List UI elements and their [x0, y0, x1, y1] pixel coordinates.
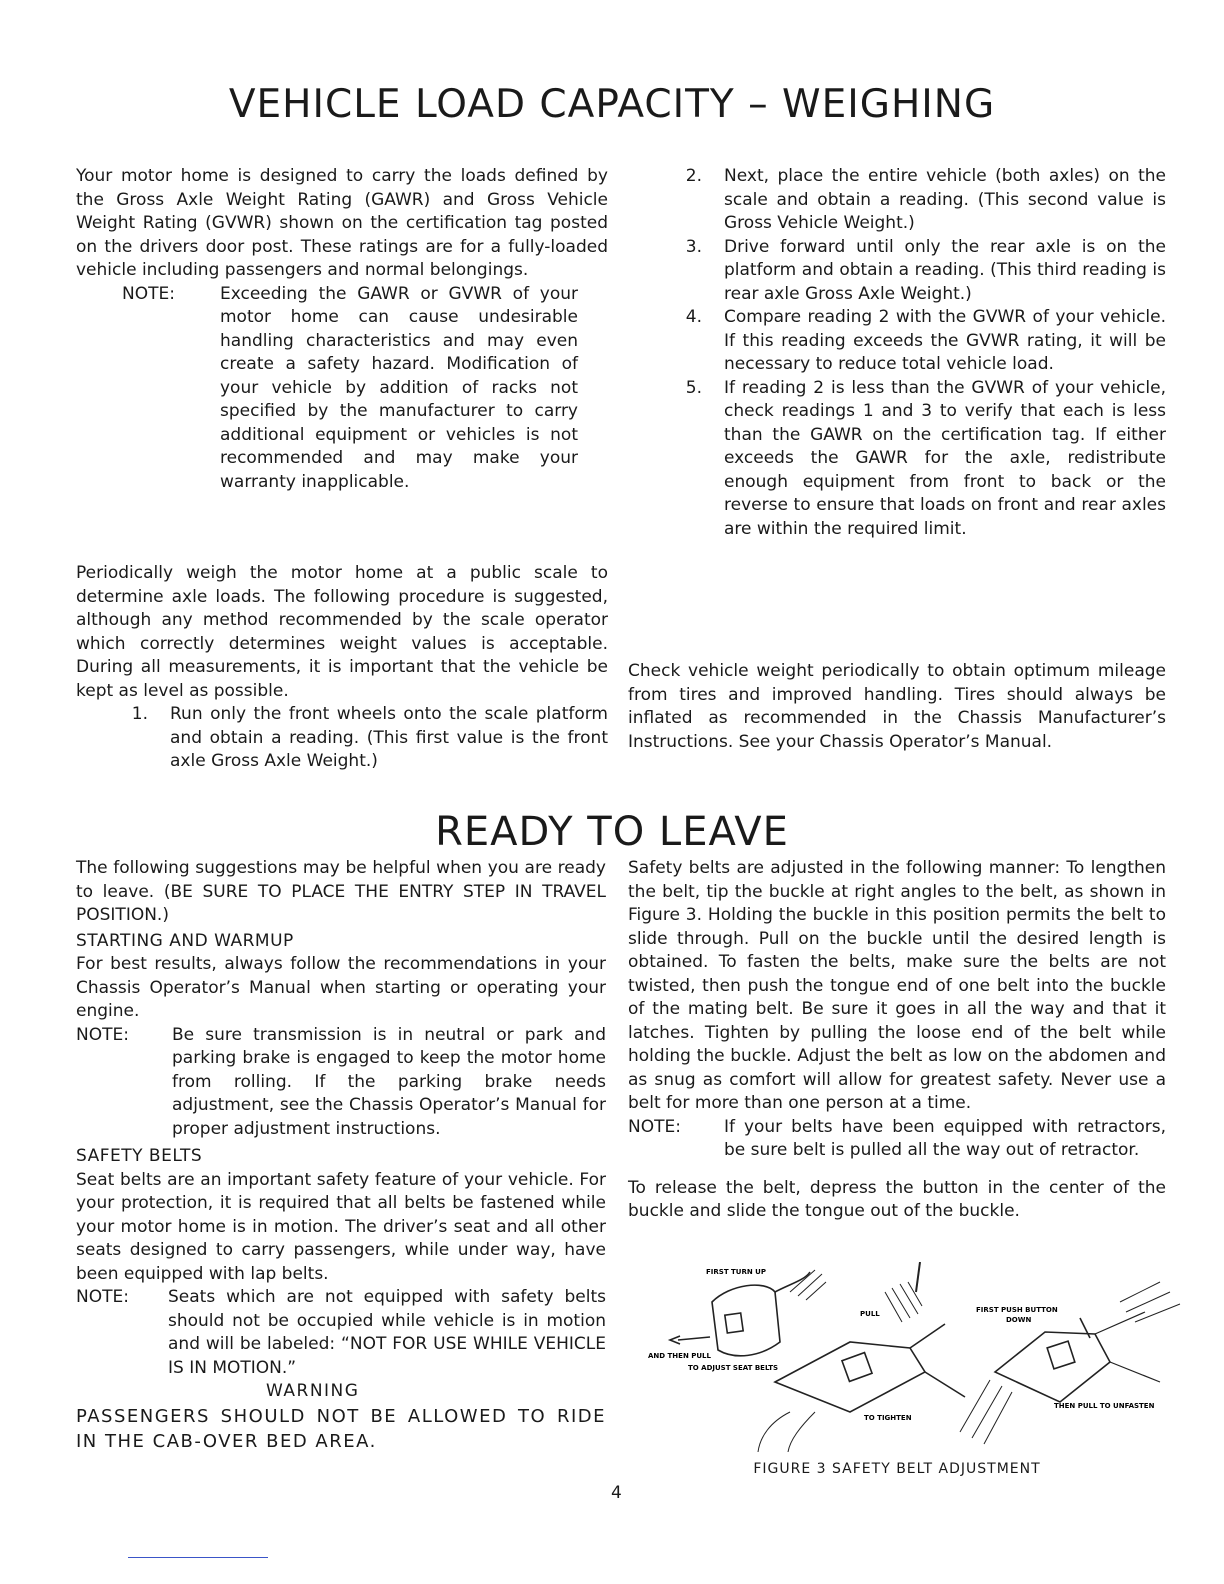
safety-note [76, 1286, 606, 1380]
note-label: NOTE: [76, 1287, 129, 1307]
step-text: Drive forward until only the rear axle is on the platform and obtain a reading. (This third reading is rear axle Gross Axle Weight.) [724, 236, 1166, 304]
page-number: 4 [611, 1483, 622, 1503]
note-label: NOTE: [628, 1116, 681, 1137]
footer-rule [128, 1557, 268, 1558]
label-and-then-pull: AND THEN PULL [648, 1352, 711, 1360]
note-label: NOTE: [122, 283, 175, 304]
label-to-adjust: TO ADJUST SEAT BELTS [688, 1364, 779, 1372]
label-down: DOWN [1006, 1316, 1032, 1324]
page-title: VEHICLE LOAD CAPACITY – WEIGHING [228, 82, 996, 127]
section-title-ready: READY TO LEAVE [435, 809, 789, 855]
step-item [676, 165, 1166, 236]
retractor-note [628, 1116, 1166, 1163]
safety-belt-figure [640, 1262, 1185, 1452]
step-number: 3. [685, 236, 702, 257]
step-number: 1. [131, 704, 148, 724]
label-then-pull-unfasten: THEN PULL TO UNFASTEN [1054, 1402, 1155, 1410]
weighing-left-column [76, 165, 608, 494]
belt-illustration [640, 1262, 1185, 1452]
starting-text: For best results, always follow the recommendations in your Chassis Operator’s Manual when starting or operating your engine. [76, 954, 606, 1021]
step-text: Run only the front wheels onto the scale platform and obtain a reading. (This first value is the front axle Gross Axle Weight.) [170, 704, 608, 771]
step-item [676, 377, 1166, 542]
ready-intro: The following suggestions may be helpful when you are ready to leave. (BE SURE TO PLACE THE ENTRY STEP IN TRAVEL POSITION.) [76, 858, 606, 925]
note-label: NOTE: [76, 1024, 129, 1045]
label-to-tighten: TO TIGHTEN [864, 1414, 912, 1422]
step-number: 5. [685, 377, 702, 398]
step-text: Compare reading 2 with the GVWR of your vehicle. If this reading exceeds the GVWR rating, it will be necessary to reduce total vehicle load. [724, 307, 1166, 374]
step-item [122, 703, 608, 774]
note-text: Exceeding the GAWR or GVWR of your motor home can cause undesirable handling characteristics and may even create a safety hazard. Modification of your vehicle by addition of racks not specified by the manufacturer to carry additional equipment or vehicles is not recommended and may make your warranty inapplicable. [220, 283, 578, 492]
label-first-turn-up: FIRST TURN UP [706, 1268, 766, 1276]
weighing-procedure [76, 562, 608, 774]
belts-adjust-text: Safety belts are adjusted in the following manner: To lengthen the belt, tip the buckle at right angles to the belt, as shown in Figure 3. Holding the buckle in this position permits the belt to slide through. Pull on the buckle until the desired length is obtained. To fasten the belts, make sure the belts are not twisted, then push the tongue end of one belt into the buckle of the mating belt. Be sure it goes in all the way and that it latches. Tighten by pulling the loose end of the belt while holding the buckle. Adjust the belt as low on the abdomen and as snug as comfort will allow for greatest safety. Never use a belt for more than one person at a time. [628, 858, 1166, 1113]
starting-note [76, 1024, 606, 1142]
step-text: Next, place the entire vehicle (both axles) on the scale and obtain a reading. (This second value is Gross Vehicle Weight.) [724, 166, 1166, 233]
ready-right-column [628, 857, 1166, 1224]
warning-text: PASSENGERS SHOULD NOT BE ALLOWED TO RIDE IN THE CAB-OVER BED AREA. [76, 1405, 606, 1452]
release-text: To release the belt, depress the button in the center of the buckle and slide the tongue out of the buckle. [628, 1177, 1166, 1221]
label-pull: PULL [860, 1310, 880, 1318]
weighing-intro: Your motor home is designed to carry the loads defined by the Gross Axle Weight Rating (GAWR) and Gross Vehicle Weight Rating (GVWR) shown on the certification tag posted on the drivers door post. These ratings are for a fully-loaded vehicle including passengers and normal belongings. [76, 166, 608, 280]
check-paragraph [628, 660, 1166, 754]
note-text: If your belts have been equipped with retractors, be sure belt is pulled all the way out of retractor. [724, 1116, 1166, 1160]
procedure-intro: Periodically weigh the motor home at a public scale to determine axle loads. The following procedure is suggested, although any method recommended by the scale operator which correctly determines weight values is acceptable. During all measurements, it is important that the vehicle be kept as level as possible. [76, 563, 608, 701]
figure-caption: FIGURE 3 SAFETY BELT ADJUSTMENT [753, 1461, 1041, 1477]
step-item [676, 306, 1166, 377]
warning-label: WARNING [266, 1381, 360, 1401]
safety-heading: SAFETY BELTS [76, 1146, 203, 1166]
step-number: 2. [685, 166, 702, 186]
note-text: Seats which are not equipped with safety belts should not be occupied while vehicle is in motion and will be labeled: “NOT FOR USE WHILE VEHICLE IS IN MOTION.” [168, 1287, 606, 1378]
safety-text: Seat belts are an important safety feature of your vehicle. For your protection, it is required that all belts be fastened while your motor home is in motion. The driver’s seat and all other seats designed to carry passengers, while under way, have been equipped with lap belts. [76, 1169, 606, 1284]
check-text: Check vehicle weight periodically to obtain optimum mileage from tires and improved handling. Tires should always be inflated as recommended in the Chassis Manufacturer’s Instructions. See your Chassis Operator’s Manual. [628, 661, 1166, 752]
weighing-note [122, 283, 608, 495]
label-first-push-button: FIRST PUSH BUTTON [976, 1306, 1058, 1314]
ready-left-column [76, 857, 606, 1454]
weighing-right-column [676, 165, 1166, 541]
starting-heading: STARTING AND WARMUP [76, 930, 294, 951]
step-text: If reading 2 is less than the GVWR of your vehicle, check readings 1 and 3 to verify that each is less than the GAWR on the certification tag. If either exceeds the GAWR for the axle, redistribute enough equipment from front to back or the reverse to ensure that loads on front and rear axles are within the required limit. [724, 377, 1166, 539]
step-number: 4. [685, 307, 702, 327]
note-text: Be sure transmission is in neutral or park and parking brake is engaged to keep the motor home from rolling. If the parking brake needs adjustment, see the Chassis Operator’s Manual for proper adjustment instructions. [172, 1024, 606, 1139]
step-item [676, 236, 1166, 307]
